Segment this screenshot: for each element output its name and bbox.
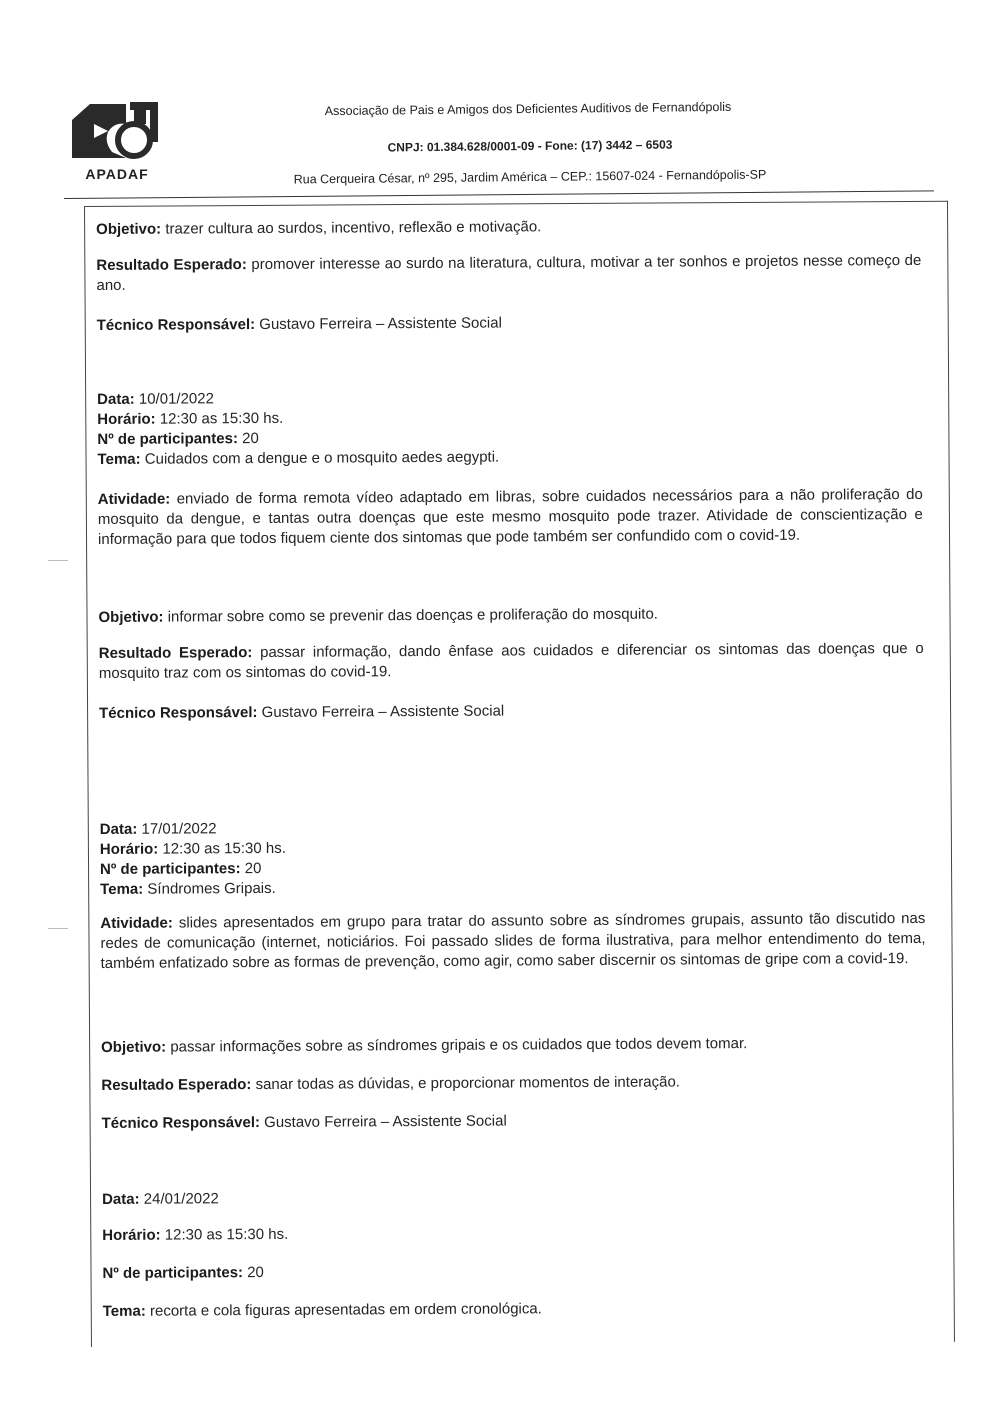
participantes-label: Nº de participantes: [97,430,238,448]
data-value: 10/01/2022 [138,390,214,408]
atividade-value: slides apresentados em grupo para tratar do assunto sobre as síndromes grupais, assunto tão discutido nas redes de comunicação (internet, noticiários. Foi passado slides de forma ilustrativa, para melhor entendimento do tema, também enfatizado sobre as formas de prevenção, como agir, como saber discernir os sintomas de gripe com a covid-19. [100,909,926,972]
objetivo-value: informar sobre como se prevenir das doenças e proliferação do mosquito. [167,605,658,626]
resultado-row [96,251,921,296]
tecnico-label: Técnico Responsável: [96,316,256,334]
participantes-label: Nº de participantes: [102,1264,244,1282]
resultado-label: Resultado Esperado: [98,644,253,662]
atividade-label: Atividade: [100,914,173,932]
cnpj-phone: CNPJ: 01.384.628/0001-09 - Fone: (17) 3442 – 6503 [387,137,673,155]
atividade-value: enviado de forma remota vídeo adaptado em libras, sobre cuidados necessários para a não proliferação do mosquito da dengue, e tantas outra doenças que este mesmo mosquito pode trazer. Atividade de conscientização e informação para que todos fiquem ciente dos sintomas que pode também ser confundido com o covid-19. [97,485,923,548]
data-value: 24/01/2022 [143,1190,219,1208]
participantes-value: 20 [242,430,259,448]
resultado-value: passar informação, dando ênfase aos cuidados e diferenciar os sintomas das doenças que o mosquito traz com os sintomas do covid-19. [98,639,924,682]
participantes-label: Nº de participantes: [99,860,241,878]
logo-text: APADAF [85,166,149,182]
scan-mark [48,928,68,929]
data-label: Data: [97,390,135,408]
horario-row [100,839,286,860]
resultado-label: Resultado Esperado: [101,1076,252,1094]
tema-value: Síndromes Gripais. [147,879,276,898]
atividade-row [100,909,925,974]
horario-value: 12:30 as 15:30 hs. [159,409,284,428]
objetivo-label: Objetivo: [98,608,164,626]
horario-row [97,409,283,430]
apadaf-logo [68,100,162,182]
horario-value: 12:30 as 15:30 hs. [162,839,286,858]
atividade-row [98,485,923,550]
scan-mark [48,560,68,561]
data-row [100,819,217,840]
objetivo-row [98,605,658,628]
address: Rua Cerqueira César, nº 295, Jardim América – CEP.: 15607-024 - Fernandópolis-SP [293,167,767,187]
horario-value: 12:30 as 15:30 hs. [164,1225,289,1244]
tema-value: recorta e cola figuras apresentadas em ordem cronológica. [149,1300,542,1320]
data-row [102,1189,219,1210]
participantes-row [100,859,261,880]
tema-label: Tema: [102,1302,146,1320]
tecnico-value: Gustavo Ferreira – Assistente Social [264,1112,507,1131]
tecnico-label: Técnico Responsável: [101,1114,261,1132]
objetivo-label: Objetivo: [101,1038,167,1056]
objetivo-value: passar informações sobre as síndromes gripais e os cuidados que todos devem tomar. [170,1035,748,1056]
tecnico-value: Gustavo Ferreira – Assistente Social [259,314,502,334]
logo-emblem-icon [68,100,162,166]
tecnico-row [97,314,502,336]
tecnico-value: Gustavo Ferreira – Assistente Social [261,702,505,721]
horario-label: Horário: [99,840,159,858]
header-divider [64,190,934,199]
participantes-value: 20 [244,860,262,878]
horario-row [102,1225,288,1246]
tema-label: Tema: [100,880,144,898]
objetivo-label: Objetivo: [96,220,162,238]
tecnico-row [99,702,504,724]
objetivo-row [101,1034,747,1058]
resultado-label: Resultado Esperado: [96,256,247,274]
tema-row [103,1299,542,1322]
participantes-row [97,429,258,450]
resultado-value: sanar todas as dúvidas, e proporcionar momentos de interação. [255,1073,681,1094]
data-row [97,389,214,410]
data-label: Data: [99,820,138,838]
objetivo-value: trazer cultura ao surdos, incentivo, reflexão e motivação. [165,218,542,238]
tema-row [100,879,276,900]
report-frame [84,201,955,1347]
horario-label: Horário: [97,410,156,428]
data-label: Data: [101,1190,140,1208]
tecnico-row [102,1112,507,1134]
data-value: 17/01/2022 [141,820,217,838]
atividade-label: Atividade: [97,490,171,508]
resultado-row [99,639,924,684]
resultado-value: promover interesse ao surdo na literatura, cultura, motivar a ter sonhos e projetos nesse começo de ano. [96,251,922,294]
resultado-row [101,1072,680,1096]
letterhead [0,0,992,215]
tema-value: Cuidados com a dengue e o mosquito aedes aegypti. [144,448,500,468]
tecnico-label: Técnico Responsável: [99,704,258,722]
horario-label: Horário: [102,1226,161,1244]
objetivo-row [96,217,541,240]
participantes-value: 20 [247,1263,264,1282]
tema-row [97,448,499,470]
org-name: Associação de Pais e Amigos dos Deficientes Auditivos de Fernandópolis [324,99,732,119]
tema-label: Tema: [97,450,141,468]
participantes-row [102,1263,263,1284]
